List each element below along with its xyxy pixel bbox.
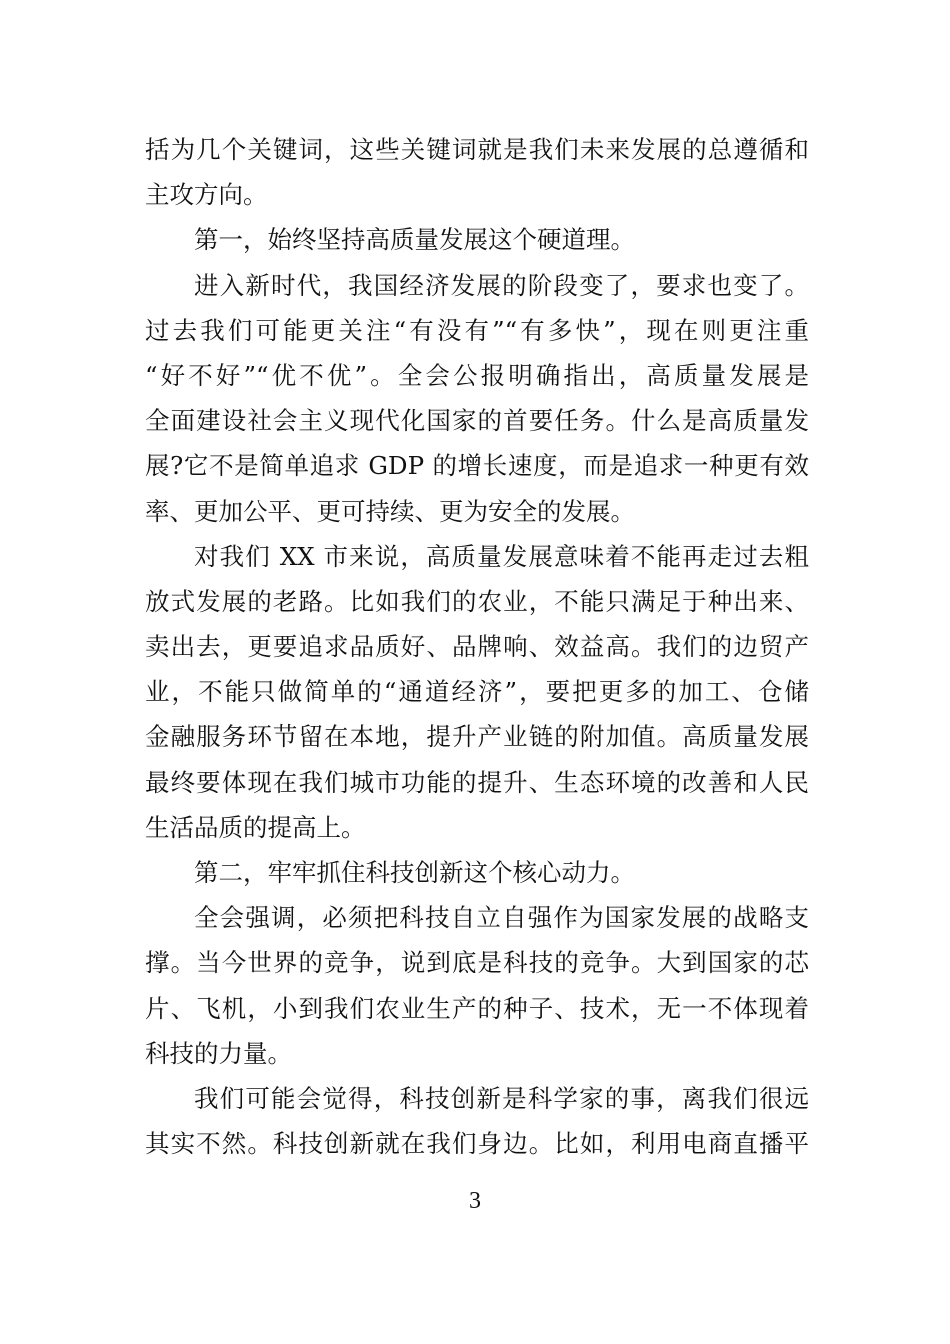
text-line: 主攻方向。 xyxy=(145,180,268,210)
text-line: 生活品质的提高上。 xyxy=(145,812,366,842)
text-line: 业，不能只做简单的“通道经济”，要把更多的加工、仓储 xyxy=(145,677,809,707)
text-line: 最终要体现在我们城市功能的提升、生态环境的改善和人民 xyxy=(145,767,809,797)
text-line: 全会强调，必须把科技自立自强作为国家发展的战略支 xyxy=(194,903,809,933)
text-line: 全面建设社会主义现代化国家的首要任务。什么是高质量发 xyxy=(145,406,809,436)
text-line: “好不好”“优不优”。全会公报明确指出，高质量发展是 xyxy=(145,360,809,390)
text-line: 对我们 XX 市来说，高质量发展意味着不能再走过去粗 xyxy=(194,541,809,571)
text-line: 过去我们可能更关注“有没有”“有多快”，现在则更注重 xyxy=(145,315,809,345)
text-line: 括为几个关键词，这些关键词就是我们未来发展的总遵循和 xyxy=(145,135,809,164)
text-line: 其实不然。科技创新就在我们身边。比如，利用电商直播平 xyxy=(145,1129,809,1159)
text-line: 金融服务环节留在本地，提升产业链的附加值。高质量发展 xyxy=(145,722,809,752)
text-line: 科技的力量。 xyxy=(145,1038,292,1068)
text-line: 我们可能会觉得，科技创新是科学家的事，离我们很远 xyxy=(194,1083,809,1113)
section-heading: 第一，始终坚持高质量发展这个硬道理。 xyxy=(194,225,635,255)
text-line: 展?它不是简单追求 GDP 的增长速度，而是追求一种更有效 xyxy=(145,451,809,481)
section-heading: 第二，牢牢抓住科技创新这个核心动力。 xyxy=(194,858,635,887)
text-line: 卖出去，更要追求品质好、品牌响、效益高。我们的边贸产 xyxy=(145,632,809,662)
text-line: 率、更加公平、更可持续、更为安全的发展。 xyxy=(145,496,635,526)
text-line: 放式发展的老路。比如我们的农业，不能只满足于种出来、 xyxy=(145,586,809,616)
body-text xyxy=(145,127,809,1166)
page-number: 3 xyxy=(469,1188,481,1214)
text-line: 进入新时代，我国经济发展的阶段变了，要求也变了。 xyxy=(194,270,809,300)
text-line: 片、飞机，小到我们农业生产的种子、技术，无一不体现着 xyxy=(145,993,809,1023)
text-line: 撑。当今世界的竞争，说到底是科技的竞争。大到国家的芯 xyxy=(145,948,809,978)
